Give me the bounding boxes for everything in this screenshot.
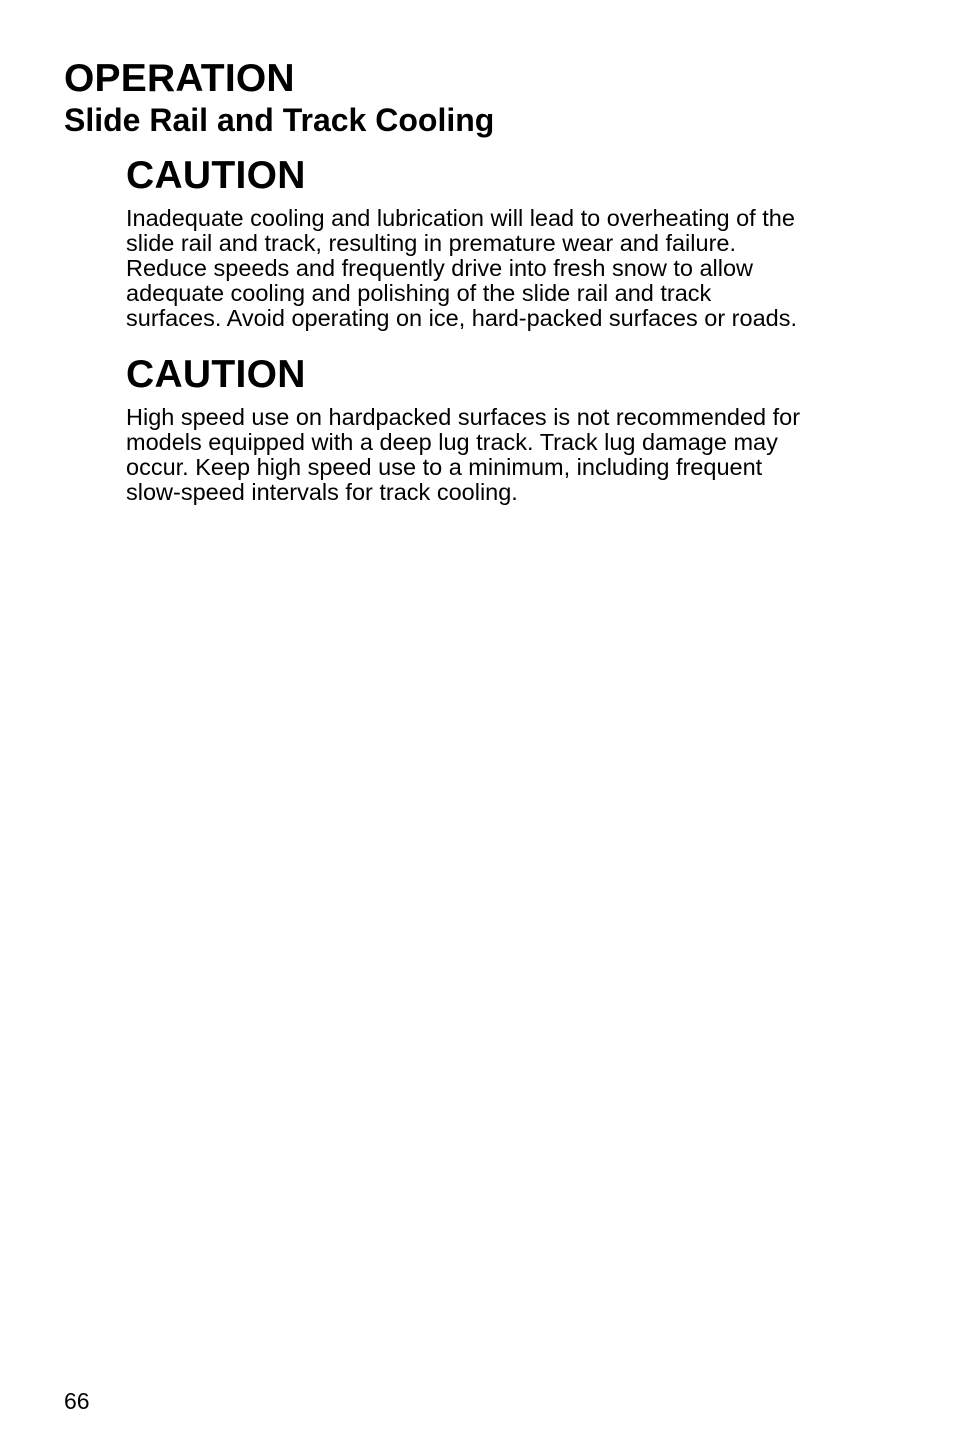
caution-heading: CAUTION [126,154,306,197]
page-number: 66 [64,1388,90,1414]
section-title: OPERATION [64,57,295,100]
caution-text: Inadequate cooling and lubrication will lead to overheating of the slide rail and track, resulting in premature wear and failure. Reduce speeds and frequently drive into fresh snow to allow adequate cooling and polishing of the slide rail and track surfaces. Avoid operating on ice, hard-packed surfaces or roads. [126,205,798,331]
caution-box-cooling [126,154,886,331]
caution-heading: CAUTION [126,353,306,396]
caution-box-high-speed [126,353,886,505]
subsection-title: Slide Rail and Track Cooling [64,102,495,138]
caution-text: High speed use on hardpacked surfaces is not recommended for models equipped with a deep lug track. Track lug damage may occur. Keep high speed use to a minimum, including frequent slow-speed intervals for track cooling. [126,404,801,505]
